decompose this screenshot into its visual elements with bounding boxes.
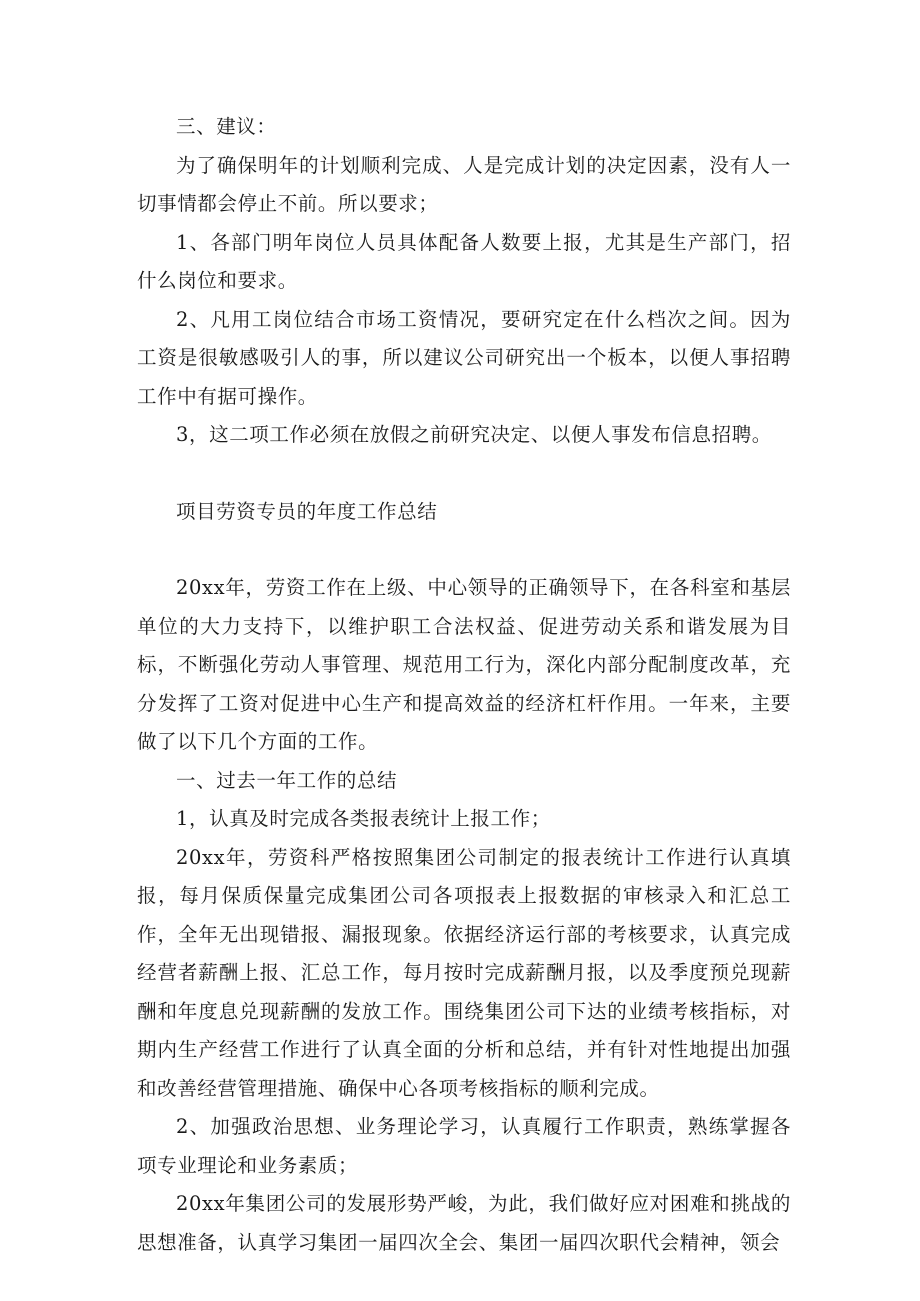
list-item: 3，这二项工作必须在放假之前研究决定、以便人事发布信息招聘。 — [176, 423, 772, 446]
list-item: 2、凡用工岗位结合市场工资情况，要研究定在什么档次之间。因为工资是很敏感吸引人的事，所以建议公司研究出一个板本，以便人事招聘工作中有据可操作。 — [137, 307, 791, 408]
document-body — [137, 108, 791, 1262]
section-heading-summary: 一、过去一年工作的总结 — [176, 768, 398, 792]
paragraph: 20xx年集团公司的发展形势严峻，为此，我们做好应对困难和挑战的思想准备，认真学习集团一届四次全会、集团一届四次职代会精神，领会 — [137, 1192, 791, 1254]
list-item: 1、各部门明年岗位人员具体配备人数要上报，尤其是生产部门，招什么岗位和要求。 — [137, 230, 791, 292]
document-title: 项目劳资专员的年度工作总结 — [176, 499, 438, 523]
section-heading-suggestions: 三、建议： — [176, 115, 277, 138]
paragraph: 20xx年，劳资科严格按照集团公司制定的报表统计工作进行认真填报，每月保质保量完成集团公司各项报表上报数据的审核录入和汇总工作，全年无出现错报、漏报现象。依据经济运行部的考核要求，认真完成经营者薪酬上报、汇总工作，每月按时完成薪酬月报，以及季度预兑现薪酬和年度息兑现薪酬的发放工作。围绕集团公司下达的业绩考核指标，对期内生产经营工作进行了认真全面的分析和总结，并有针对性地提出加强和改善经营管理措施、确保中心各项考核指标的顺利完成。 — [137, 845, 791, 1100]
paragraph: 20xx年，劳资工作在上级、中心领导的正确领导下，在各科室和基层单位的大力支持下，以维护职工合法权益、促进劳动关系和谐发展为目标，不断强化劳动人事管理、规范用工行为，深化内部分配制度改革，充分发挥了工资对促进中心生产和提高效益的经济杠杆作用。一年来，主要做了以下几个方面的工作。 — [137, 576, 791, 753]
list-item: 1，认真及时完成各类报表统计上报工作； — [176, 807, 551, 830]
list-item: 2、加强政治思想、业务理论学习，认真履行工作职责，熟练掌握各项专业理论和业务素质； — [137, 1115, 791, 1177]
paragraph: 为了确保明年的计划顺利完成、人是完成计划的决定因素，没有人一切事情都会停止不前。所以要求； — [137, 153, 791, 215]
